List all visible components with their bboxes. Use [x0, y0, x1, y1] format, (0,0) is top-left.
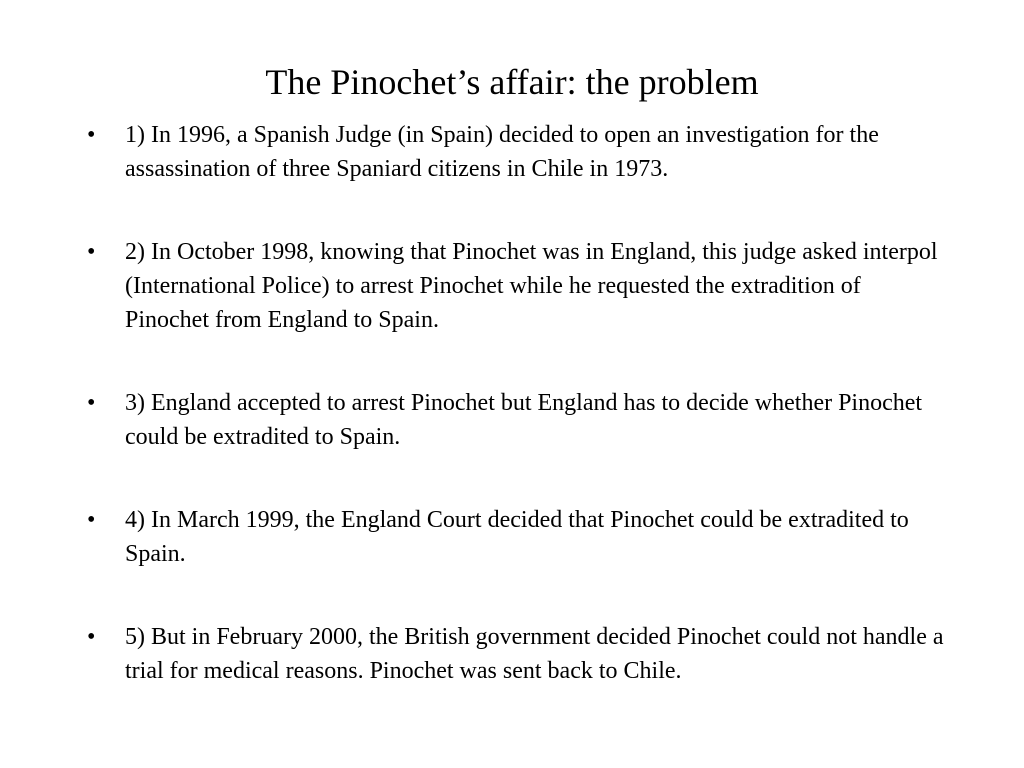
list-item	[87, 620, 947, 688]
bullet-text: 2) In October 1998, knowing that Pinochet was in England, this judge asked interpol (International Police) to arrest Pinochet while he requested the extradition of Pinochet from England to Spain.	[125, 239, 938, 333]
list-item	[87, 118, 947, 186]
bullet-icon: •	[87, 507, 96, 533]
bullet-icon: •	[87, 239, 96, 265]
bullet-icon: •	[87, 122, 96, 148]
bullet-icon: •	[87, 390, 96, 416]
bullet-text: 3) England accepted to arrest Pinochet but England has to decide whether Pinochet could be extradited to Spain.	[125, 390, 923, 450]
list-item	[87, 386, 947, 454]
bullet-icon: •	[87, 624, 96, 650]
slide-title: The Pinochet’s affair: the problem	[265, 62, 759, 102]
list-item	[87, 235, 947, 337]
bullet-text: 1) In 1996, a Spanish Judge (in Spain) decided to open an investigation for the assassination of three Spaniard citizens in Chile in 1973.	[125, 122, 879, 182]
bullet-text: 4) In March 1999, the England Court decided that Pinochet could be extradited to Spain.	[125, 507, 909, 567]
bullet-text: 5) But in February 2000, the British government decided Pinochet could not handle a trial for medical reasons. Pinochet was sent back to Chile.	[125, 624, 944, 684]
list-item	[87, 503, 947, 571]
bullet-list	[87, 118, 947, 688]
